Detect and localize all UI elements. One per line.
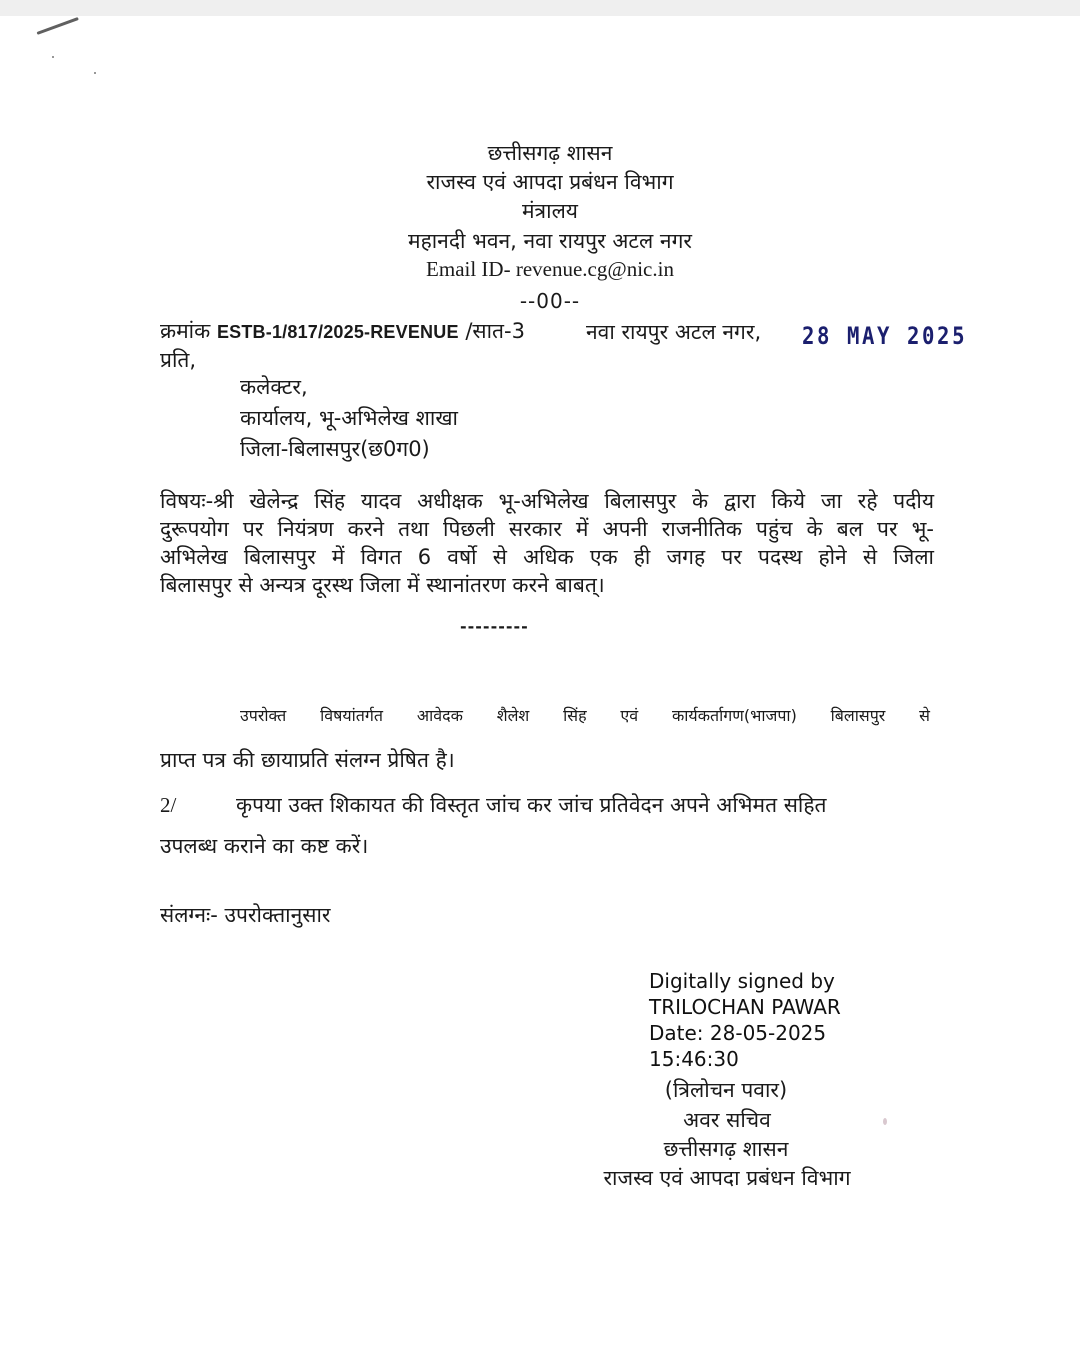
letterhead-email: Email ID- revenue.cg@nic.in — [426, 257, 674, 281]
subject-line: विषयः-श्री खेलेन्द्र सिंह यादव अधीक्षक भू-अभिलेख बिलासपुर के द्वारा किये जा रहे पदीय — [160, 489, 934, 513]
digital-signature — [649, 968, 841, 1072]
signatory-designation: अवर सचिव — [683, 1108, 771, 1132]
subject-line: दुरूपयोग पर नियंत्रण करने तथा पिछली सरकार में अपनी राजनीतिक पहुंच के बल पर भू- — [160, 517, 934, 541]
body-para2-line1: कृपया उक्त शिकायत की विस्तृत जांच कर जांच प्रतिवेदन अपने अभिमत सहित — [236, 793, 827, 817]
letterhead-office: मंत्रालय — [521, 199, 578, 223]
top-band — [0, 0, 1080, 16]
digital-signature-line: Digitally signed by — [649, 969, 835, 993]
reference-line — [160, 318, 525, 345]
subject-line: बिलासपुर से अन्यत्र दूरस्थ जिला में स्थानांतरण करने बाबत्। — [160, 573, 605, 597]
reference-section: /सात-3 — [465, 319, 525, 343]
scan-speck — [883, 1118, 887, 1125]
recipient-line: जिला-बिलासपुर(छ0ग0) — [240, 437, 430, 461]
date-stamp: 28 MAY 2025 — [802, 322, 968, 350]
signatory-name: (त्रिलोचन पवार) — [664, 1078, 788, 1102]
body-para1-line2: प्राप्त पत्र की छायाप्रति संलग्न प्रेषित है। — [160, 748, 455, 772]
body-para1-line1: उपरोक्त विषयांतर्गत आवेदक शैलेश सिंह एवं कार्यकर्तागण(भाजपा) बिलासपुर से — [240, 706, 930, 725]
recipient-line: कलेक्टर, — [240, 375, 308, 399]
enclosure-note: संलग्नः- उपरोक्तानुसार — [160, 903, 331, 927]
digital-signature-date: Date: 28-05-2025 — [649, 1021, 827, 1045]
body-para2-number: 2/ — [160, 793, 177, 817]
signatory-department: राजस्व एवं आपदा प्रबंधन विभाग — [603, 1166, 851, 1190]
letterhead-government: छत्तीसगढ़ शासन — [487, 141, 613, 165]
letterhead-address: महानदी भवन, नवा रायपुर अटल नगर — [408, 229, 692, 253]
pen-mark — [36, 17, 78, 35]
reference-number: ESTB-1/817/2025-REVENUE — [216, 322, 459, 342]
recipient-line: कार्यालय, भू-अभिलेख शाखा — [240, 406, 458, 430]
scan-speck — [52, 56, 54, 58]
scan-speck — [94, 72, 96, 74]
subject-divider: --------- — [460, 617, 529, 636]
digital-signature-time: 15:46:30 — [649, 1047, 739, 1071]
body-para2-line2: उपलब्ध कराने का कष्ट करें। — [160, 834, 369, 858]
subject-line: अभिलेख बिलासपुर में विगत 6 वर्षो से अधिक एक ही जगह पर पदस्थ होने से जिला — [160, 545, 934, 569]
digital-signature-name: TRILOCHAN PAWAR — [649, 995, 841, 1019]
reference-place: नवा रायपुर अटल नगर, — [586, 320, 762, 344]
letterhead-department: राजस्व एवं आपदा प्रबंधन विभाग — [426, 170, 674, 194]
subject-block — [160, 487, 934, 599]
signatory-government: छत्तीसगढ़ शासन — [663, 1137, 789, 1161]
reference-label: क्रमांक — [160, 319, 211, 343]
letterhead-divider: --00-- — [519, 289, 581, 313]
recipient-to-label: प्रति, — [160, 348, 197, 372]
